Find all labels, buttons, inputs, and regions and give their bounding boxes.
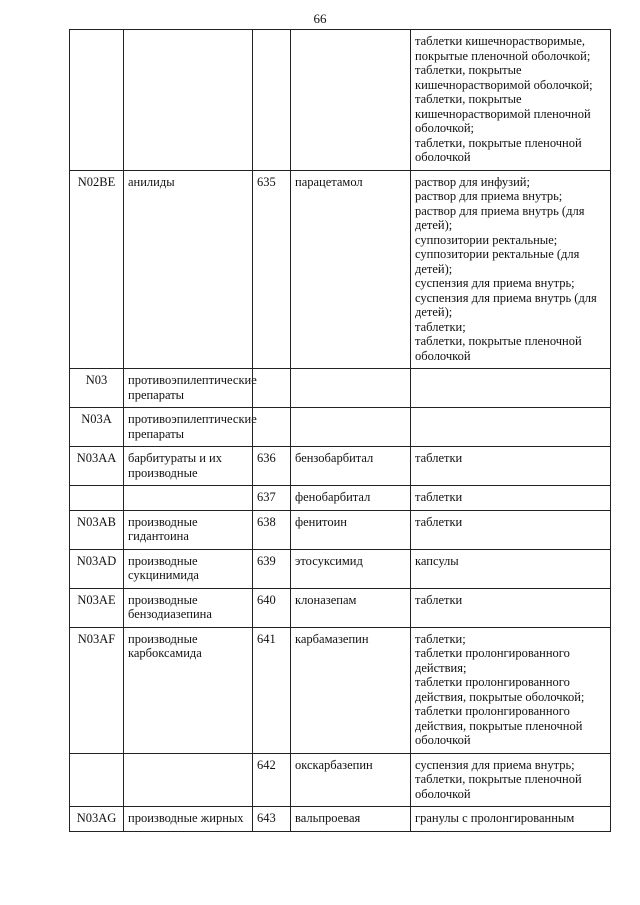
dosage-form-line: таблетки, покрытые пленочной оболочкой xyxy=(415,772,582,801)
row-number-cell: 639 xyxy=(253,549,291,588)
drug-name-cell: фенитоин xyxy=(291,510,411,549)
row-number-cell xyxy=(253,408,291,447)
table-row xyxy=(70,369,611,408)
row-number-cell xyxy=(253,30,291,171)
group-name-cell: производные сукцинимида xyxy=(124,549,253,588)
group-name-cell: производные карбоксамида xyxy=(124,627,253,753)
drug-name-cell xyxy=(291,30,411,171)
dosage-forms-cell xyxy=(411,549,611,588)
group-name-cell: противоэпилептические препараты xyxy=(124,408,253,447)
drug-table-body xyxy=(70,30,611,832)
table-row xyxy=(70,408,611,447)
atc-code-cell: N03AA xyxy=(70,447,124,486)
drug-name-cell: карбамазепин xyxy=(291,627,411,753)
group-name-cell: противоэпилептические препараты xyxy=(124,369,253,408)
dosage-form-line: суспензия для приема внутрь; xyxy=(415,276,575,290)
row-number-cell xyxy=(253,369,291,408)
dosage-form-line: раствор для приема внутрь; xyxy=(415,189,563,203)
group-name-cell: производные гидантоина xyxy=(124,510,253,549)
row-number-cell: 638 xyxy=(253,510,291,549)
dosage-form-line: таблетки; xyxy=(415,319,466,334)
table-row xyxy=(70,549,611,588)
dosage-forms-cell xyxy=(411,510,611,549)
table-row xyxy=(70,588,611,627)
atc-code-cell xyxy=(70,30,124,171)
page-number: 66 xyxy=(313,11,327,26)
table-row xyxy=(70,170,611,369)
dosage-form-line: суппозитории ректальные; xyxy=(415,232,558,247)
dosage-form-line: таблетки xyxy=(415,490,463,504)
dosage-form-line: таблетки, покрытые кишечнорастворимой оболочкой; xyxy=(415,63,593,92)
atc-code-cell: N03AE xyxy=(70,588,124,627)
dosage-form-line: суспензия для приема внутрь (для детей); xyxy=(415,290,597,319)
atc-code-cell: N03 xyxy=(70,369,124,408)
row-number-cell: 643 xyxy=(253,807,291,832)
dosage-forms-cell xyxy=(411,30,611,171)
dosage-form-line: раствор для приема внутрь (для детей); xyxy=(415,203,585,232)
dosage-form-line: таблетки, покрытые пленочной оболочкой xyxy=(415,334,582,363)
drug-name-cell xyxy=(291,369,411,408)
row-number-cell: 635 xyxy=(253,170,291,369)
group-name-cell xyxy=(124,753,253,807)
group-name-cell: производные жирных xyxy=(124,807,253,832)
drug-name-cell: клоназепам xyxy=(291,588,411,627)
row-number-cell: 641 xyxy=(253,627,291,753)
drug-name-cell: бензобарбитал xyxy=(291,447,411,486)
group-name-cell xyxy=(124,30,253,171)
dosage-forms-cell xyxy=(411,486,611,511)
drug-name-cell: вальпроевая xyxy=(291,807,411,832)
atc-code-cell: N03AG xyxy=(70,807,124,832)
atc-code-cell: N02BE xyxy=(70,170,124,369)
atc-code-cell xyxy=(70,486,124,511)
table-row xyxy=(70,30,611,171)
dosage-form-line: таблетки xyxy=(415,592,463,607)
row-number-cell: 642 xyxy=(253,753,291,807)
dosage-form-line: таблетки, покрытые кишечнорастворимой пленочной оболочкой; xyxy=(415,92,591,135)
dosage-forms-cell xyxy=(411,170,611,369)
dosage-form-line: таблетки; xyxy=(415,631,466,646)
atc-code-cell: N03AB xyxy=(70,510,124,549)
dosage-form-line: раствор для инфузий; xyxy=(415,174,530,189)
dosage-form-line: таблетки, покрытые пленочной оболочкой xyxy=(415,135,582,164)
row-number-cell: 636 xyxy=(253,447,291,486)
group-name-cell: анилиды xyxy=(124,170,253,369)
table-row xyxy=(70,486,611,511)
dosage-form-line: таблетки пролонгированного действия; xyxy=(415,646,570,675)
drug-name-cell: окскарбазепин xyxy=(291,753,411,807)
drug-table xyxy=(69,29,611,832)
dosage-forms-cell xyxy=(411,627,611,753)
dosage-form-line: таблетки xyxy=(415,451,463,465)
dosage-forms-cell xyxy=(411,588,611,627)
group-name-cell: барбитураты и их производные xyxy=(124,447,253,486)
table-row xyxy=(70,807,611,832)
dosage-forms-cell xyxy=(411,447,611,486)
dosage-form-line: суппозитории ректальные (для детей); xyxy=(415,247,580,276)
table-row xyxy=(70,510,611,549)
drug-name-cell: парацетамол xyxy=(291,170,411,369)
atc-code-cell: N03AD xyxy=(70,549,124,588)
atc-code-cell: N03AF xyxy=(70,627,124,753)
group-name-cell xyxy=(124,486,253,511)
row-number-cell: 637 xyxy=(253,486,291,511)
table-row xyxy=(70,627,611,753)
dosage-form-line: таблетки пролонгированного действия, покрытые пленочной оболочкой xyxy=(415,704,583,747)
dosage-form-line: таблетки кишечнорастворимые, покрытые пленочной оболочкой; xyxy=(415,34,591,63)
dosage-forms-cell xyxy=(411,807,611,832)
table-row xyxy=(70,447,611,486)
drug-name-cell: фенобарбитал xyxy=(291,486,411,511)
dosage-form-line: гранулы с пролонгированным xyxy=(415,811,575,825)
group-name-cell: производные бензодиазепина xyxy=(124,588,253,627)
drug-name-cell xyxy=(291,408,411,447)
dosage-form-line: таблетки пролонгированного действия, покрытые оболочкой; xyxy=(415,675,585,704)
dosage-form-line: суспензия для приема внутрь; xyxy=(415,757,575,772)
row-number-cell: 640 xyxy=(253,588,291,627)
dosage-form-line: таблетки xyxy=(415,514,463,529)
atc-code-cell: N03A xyxy=(70,408,124,447)
dosage-forms-cell xyxy=(411,753,611,807)
table-row xyxy=(70,753,611,807)
atc-code-cell xyxy=(70,753,124,807)
dosage-form-line: капсулы xyxy=(415,553,459,568)
drug-name-cell: этосуксимид xyxy=(291,549,411,588)
dosage-forms-cell xyxy=(411,369,611,408)
dosage-forms-cell xyxy=(411,408,611,447)
